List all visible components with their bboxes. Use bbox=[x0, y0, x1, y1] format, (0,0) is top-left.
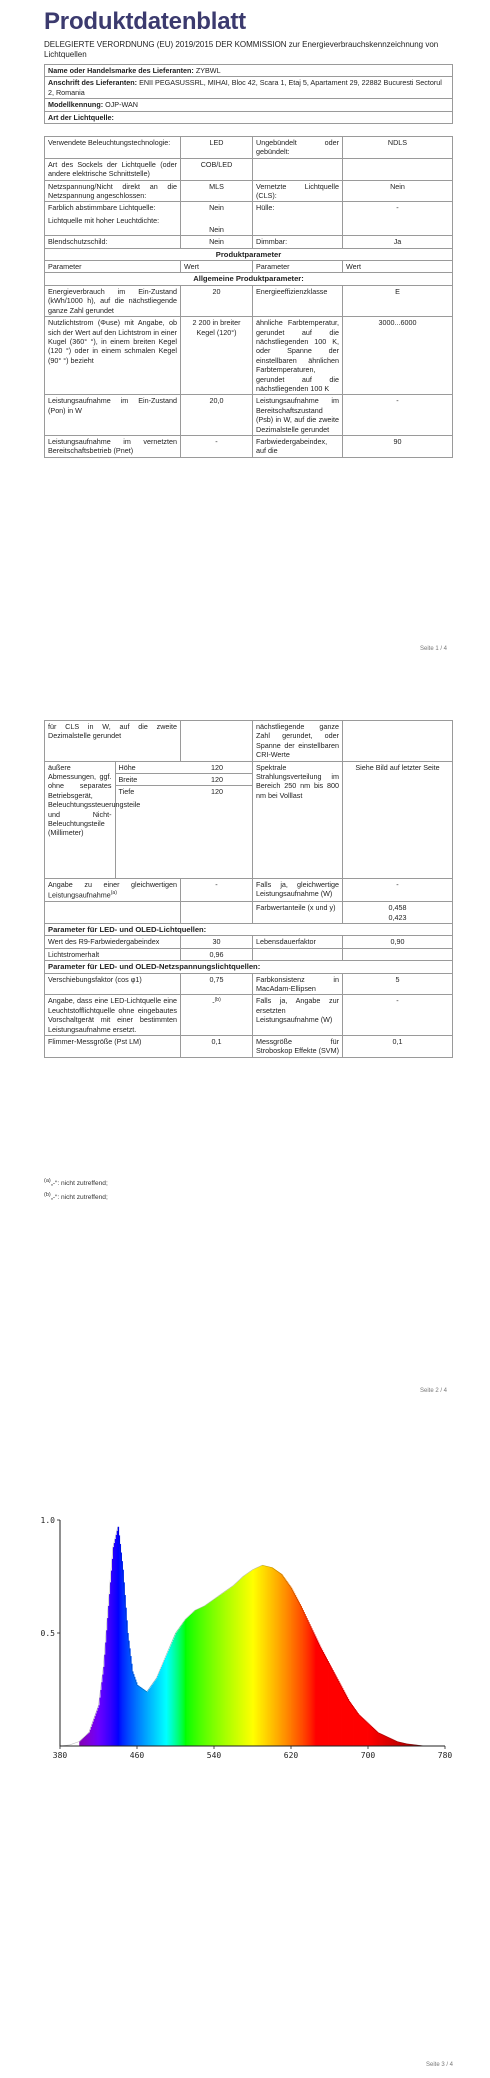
cri-label-b: nächstliegende ganze Zahl gerundet, oder Spanne der einstellbaren CRI-Werte bbox=[253, 721, 343, 762]
model-label: Modellkennung: bbox=[48, 100, 104, 110]
equivalent-yes-label: Falls ja, gleichwertige Leistungsaufnahme (W) bbox=[253, 878, 343, 901]
r9-label: Wert des R9-Farbwiedergabeindex bbox=[45, 936, 181, 948]
supplier-table bbox=[44, 64, 453, 124]
mains-label: Netzspannung/Nicht direkt an die Netzspannung angeschlossen: bbox=[45, 180, 181, 202]
address-label: Anschrift des Lieferanten: bbox=[48, 78, 138, 88]
power-on-label: Leistungsaufnahme im Ein-Zustand (Pon) in W bbox=[45, 395, 181, 436]
antiglare-value: Nein bbox=[181, 236, 253, 248]
spectral-value: Siehe Bild auf letzter Seite bbox=[343, 761, 453, 878]
depth-label: Tiefe bbox=[118, 787, 135, 797]
socket-value: COB/LED bbox=[181, 158, 253, 180]
page-2 bbox=[0, 700, 490, 1400]
page-1 bbox=[0, 0, 490, 660]
cct-label: ähnliche Farbtemperatur, gerundet auf die nächstliegenden 100 K, oder Spanne der einstellbaren ähnlichen Farbtemperaturen, gerundet auf die nächstliegenden 100 K bbox=[253, 317, 343, 395]
socket-label: Art des Sockels der Lichtquelle (oder andere elektrische Schnittstelle) bbox=[45, 158, 181, 180]
regulation-subtitle: DELEGIERTE VERORDNUNG (EU) 2019/2015 DER KOMMISSION zur Energieverbrauchskennzeichnung von Lichtquellen bbox=[44, 40, 439, 59]
replaced-label: Falls ja, Angabe zur ersetzten Leistungsaufnahme (W) bbox=[253, 995, 343, 1036]
x-tick-label: 460 bbox=[129, 1751, 145, 1760]
mains-params-heading: Parameter für LED- und OLED-Netzspannungslichtquellen: bbox=[45, 961, 453, 973]
chromaticity-x: 0,458 bbox=[388, 903, 407, 913]
tech-value: LED bbox=[181, 137, 253, 159]
stroboscopic-label: Messgröße für Stroboskop Effekte (SVM) bbox=[253, 1036, 343, 1058]
height-label: Höhe bbox=[115, 762, 181, 774]
connected-value: Nein bbox=[343, 180, 453, 202]
envelope-value: - bbox=[343, 202, 453, 236]
energy-consumption-value: 20 bbox=[181, 285, 253, 316]
efficiency-class-label: Energieeffizienzklasse bbox=[253, 285, 343, 316]
page-number-2: Seite 2 / 4 bbox=[420, 1388, 448, 1394]
energy-consumption-label: Energieverbrauch im Ein-Zustand (kWh/1000 h), auf die nächstliegende ganze Zahl gerundet bbox=[45, 285, 181, 316]
networked-label-b: für CLS in W, auf die zweite Dezimalstelle gerundet bbox=[45, 721, 181, 762]
highlum-value: Nein bbox=[209, 224, 224, 234]
antiglare-label: Blendschutzschild: bbox=[45, 236, 181, 248]
bundled-value: NDLS bbox=[343, 137, 453, 159]
col-param-1: Parameter bbox=[45, 261, 181, 273]
trademark-value: ZYBWL bbox=[195, 66, 221, 75]
standby-value: - bbox=[343, 395, 453, 436]
general-params-heading: Allgemeine Produktparameter: bbox=[45, 273, 453, 285]
cri-value: 90 bbox=[343, 435, 453, 457]
equivalent-value: - bbox=[181, 878, 253, 901]
params-continued-table: für CLS in W, auf die zweite Dezimalstelle gerundet nächstliegende ganze Zahl gerundet, oder Spanne der einstellbaren CRI-Werte äußere Abmessungen, ggf. ohne separates Betriebsgerät, Beleuchtungssteuerungsteile und Nicht-Beleuchtungsteile (Millimeter) Höhe 120 Breite 120 Tiefe 120 Spektrale Strahlungsverteilung im Bereich 250 nm bis 800 nm bei Volllast Siehe Bild auf letzter Seite Angabe zu einer gleichwertigen Leistungsaufnahme$^{(a)}$ - Falls ja, gleichwertige Leistungsaufnahme (W) - Farbwertanteile (x und y) 0,458 0,423 Parameter für LED- und OLED-Lichtquellen: Wert des R9-Farbwiedergabeindex 30 Lebensdauerfaktor 0,90 Lichtstromerhalt 0,96 Parameter für LED- und OLED-Netzspannungslichtquellen: Verschiebungsfaktor (cos φ1) 0,75 Farbkonsistenz in MacAdam-Ellipsen 5 Angabe, dass eine LED-Lichtquelle eine Leuchtstofflichtquelle ohne eingebautes Vorschaltgerät mit einer bestimmten Leistungsaufnahme ersetzt. -$^{(b)}$ Falls ja, Angabe zur ersetzten Leistungsaufnahme (W) - Flimmer-Messgröße (Pst LM) 0,1 Messgröße für Stroboskop Effekte (SVM) 0,1 bbox=[44, 720, 453, 1058]
document-title: Produktdatenblatt bbox=[44, 8, 246, 35]
x-tick-label: 540 bbox=[206, 1751, 222, 1760]
spectral-label: Spektrale Strahlungsverteilung im Bereich 250 nm bis 800 nm bei Volllast bbox=[253, 761, 343, 878]
lifetime-label: Lebensdauerfaktor bbox=[253, 936, 343, 948]
highlum-label: Lichtquelle mit hoher Leuchtdichte: bbox=[48, 215, 160, 225]
consistency-label: Farbkonsistenz in MacAdam-Ellipsen bbox=[253, 973, 343, 995]
col-value-1: Wert bbox=[181, 261, 253, 273]
footnote-b-text: „-“: nicht zutreffend; bbox=[50, 1194, 108, 1202]
flicker-label: Flimmer-Messgröße (Pst LM) bbox=[45, 1036, 181, 1058]
trademark-label: Name oder Handelsmarke des Lieferanten: bbox=[48, 66, 194, 75]
flux-value: 2 200 in breiter Kegel (120°) bbox=[181, 317, 253, 395]
shift-label: Verschiebungsfaktor (cos φ1) bbox=[45, 973, 181, 995]
tunable-label: Farblich abstimmbare Lichtquelle: bbox=[48, 203, 156, 213]
footnote-a-text: „-“: nicht zutreffend; bbox=[50, 1180, 108, 1188]
page-number-1: Seite 1 / 4 bbox=[420, 646, 448, 652]
maintenance-value: 0,96 bbox=[181, 948, 253, 960]
page-number-3: Seite 3 / 4 bbox=[426, 2062, 454, 2068]
flux-label: Nutzlichtstrom (Φuse) mit Angabe, ob sich der Wert auf den Lichtstrom in einer Kugel (360° °), in einem breiten Kegel (120 °) oder in einem schmalen Kegel (90° °) bezieht bbox=[45, 317, 181, 395]
flicker-value: 0,1 bbox=[181, 1036, 253, 1058]
chromaticity-label: Farbwertanteile (x und y) bbox=[253, 902, 343, 924]
shift-value: 0,75 bbox=[181, 973, 253, 995]
fluorescent-value: - bbox=[212, 997, 215, 1007]
equivalent-label: Angabe zu einer gleichwertigen Leistungsaufnahme bbox=[48, 879, 177, 900]
col-value-2: Wert bbox=[343, 261, 453, 273]
tech-label: Verwendete Beleuchtungstechnologie: bbox=[45, 137, 181, 159]
maintenance-label: Lichtstromerhalt bbox=[45, 948, 181, 960]
depth-value: 120 bbox=[211, 787, 223, 797]
model-value: OJP-WAN bbox=[105, 100, 138, 110]
dimensions-label: äußere Abmessungen, ggf. ohne separates Betriebsgerät, Beleuchtungssteuerungsteile und Nicht-Beleuchtungsteile (Millimeter) bbox=[45, 762, 115, 878]
r9-value: 30 bbox=[181, 936, 253, 948]
bundled-label: Ungebündelt oder gebündelt: bbox=[253, 137, 343, 159]
width-label: Breite bbox=[115, 774, 181, 786]
dimmable-value: Ja bbox=[343, 236, 453, 248]
lighttype-table bbox=[44, 136, 453, 458]
footnote-a: $^{(a)}$„-“: nicht zutreffend; bbox=[44, 1178, 108, 1188]
tunable-value: Nein bbox=[209, 203, 224, 213]
x-tick-label: 380 bbox=[52, 1751, 68, 1760]
page-3 bbox=[0, 1440, 490, 2078]
productparams-heading: Produktparameter bbox=[45, 248, 453, 260]
spectral-distribution-chart bbox=[0, 1440, 490, 1780]
spectrum-fill bbox=[79, 1527, 426, 1746]
equivalent-yes-value: - bbox=[343, 878, 453, 901]
replaced-value: - bbox=[343, 995, 453, 1036]
col-param-2: Parameter bbox=[253, 261, 343, 273]
cct-value: 3000...6000 bbox=[343, 317, 453, 395]
address-value: ENII PEGASUSSRL, MIHAI, Bloc 42, Scara 1, Etaj 5, Apartament 29, 22882 Bucuresti Sectorul 2, Romania bbox=[48, 78, 442, 97]
height-value: 120 bbox=[181, 762, 253, 774]
stroboscopic-value: 0,1 bbox=[343, 1036, 453, 1058]
cri-label-a: Farbwiedergabeindex, auf die bbox=[253, 435, 343, 457]
x-tick-label: 780 bbox=[437, 1751, 453, 1760]
lighttype-heading: Art der Lichtquelle: bbox=[45, 111, 453, 123]
consistency-value: 5 bbox=[343, 973, 453, 995]
chromaticity-y: 0,423 bbox=[388, 912, 407, 922]
envelope-label: Hülle: bbox=[253, 202, 343, 236]
footnote-b: $^{(b)}$„-“: nicht zutreffend; bbox=[44, 1192, 108, 1202]
led-params-heading: Parameter für LED- und OLED-Lichtquellen: bbox=[45, 923, 453, 935]
lifetime-value: 0,90 bbox=[343, 936, 453, 948]
power-on-value: 20,0 bbox=[181, 395, 253, 436]
standby-label: Leistungsaufnahme im Bereitschaftszustand (Psb) in W, auf die zweite Dezimalstelle gerundet bbox=[253, 395, 343, 436]
x-tick-label: 700 bbox=[360, 1751, 376, 1760]
y-tick-label: 1.0 bbox=[40, 1516, 55, 1525]
efficiency-class-value: E bbox=[343, 285, 453, 316]
networked-label-a: Leistungsaufnahme im vernetzten Bereitschaftsbetrieb (Pnet) bbox=[45, 435, 181, 457]
connected-label: Vernetzte Lichtquelle (CLS): bbox=[253, 180, 343, 202]
fluorescent-label: Angabe, dass eine LED-Lichtquelle eine Leuchtstofflichtquelle ohne eingebautes Vorschaltgerät mit einer bestimmten Leistungsaufnahme ersetzt. bbox=[45, 995, 181, 1036]
width-value: 120 bbox=[181, 774, 253, 786]
y-tick-label: 0.5 bbox=[40, 1629, 55, 1638]
x-tick-label: 620 bbox=[283, 1751, 299, 1760]
dimmable-label: Dimmbar: bbox=[253, 236, 343, 248]
networked-value: - bbox=[181, 435, 253, 457]
mains-value: MLS bbox=[181, 180, 253, 202]
